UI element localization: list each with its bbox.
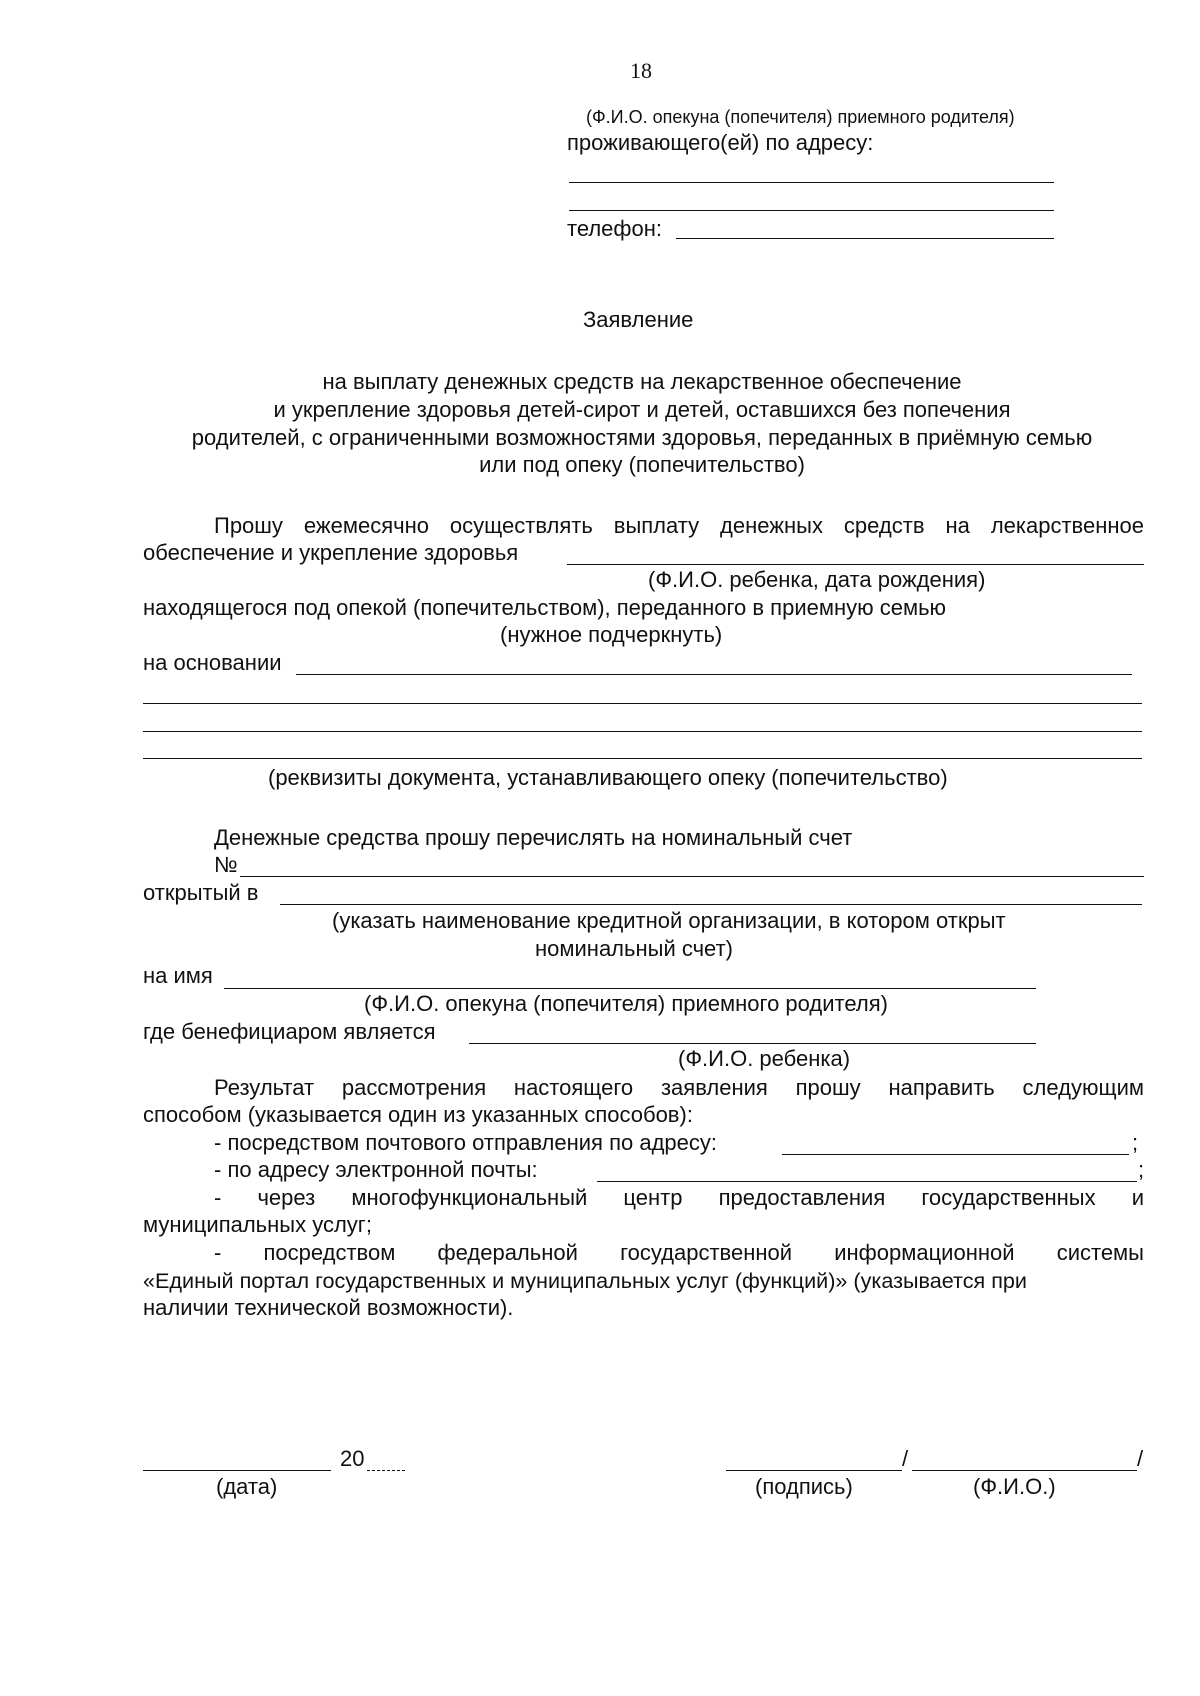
bank-caption-2: номинальный счет) bbox=[535, 936, 733, 961]
basis-caption: (реквизиты документа, устанавливающего опеку (попечительство) bbox=[268, 765, 948, 790]
result-line-2: способом (указывается один из указанных способов): bbox=[143, 1102, 693, 1127]
email-semicolon: ; bbox=[1138, 1157, 1145, 1182]
option-portal-3: наличии технической возможности). bbox=[143, 1295, 514, 1320]
beneficiary-caption: (Ф.И.О. ребенка) bbox=[678, 1046, 851, 1071]
guardian-caption: (Ф.И.О. опекуна (попечителя) приемного родителя) bbox=[586, 107, 1015, 127]
phone-line[interactable] bbox=[676, 238, 1054, 239]
basis-label: на основании bbox=[143, 650, 282, 675]
bank-name-line[interactable] bbox=[280, 904, 1142, 905]
email-line[interactable] bbox=[597, 1181, 1137, 1182]
signature-line[interactable] bbox=[726, 1470, 902, 1471]
account-number-line[interactable] bbox=[240, 876, 1144, 877]
year-line[interactable] bbox=[367, 1470, 405, 1471]
subtitle-line-2: и укрепление здоровья детей-сирот и детей, оставшихся без попечения bbox=[273, 397, 1011, 422]
basis-line-3[interactable] bbox=[143, 731, 1142, 732]
option-mail: - посредством почтового отправления по адресу: bbox=[214, 1130, 718, 1155]
basis-line-4[interactable] bbox=[143, 758, 1142, 759]
address-line-1[interactable] bbox=[569, 182, 1054, 183]
option-mfc-2: муниципальных услуг; bbox=[143, 1212, 372, 1237]
child-fio-line[interactable] bbox=[567, 564, 1144, 565]
child-caption: (Ф.И.О. ребенка, дата рождения) bbox=[648, 567, 986, 592]
mail-address-line[interactable] bbox=[782, 1154, 1129, 1155]
name-line[interactable] bbox=[224, 988, 1036, 989]
signature-slash-1: / bbox=[902, 1446, 909, 1471]
signature-slash-2: / bbox=[1137, 1446, 1144, 1471]
beneficiary-line[interactable] bbox=[469, 1043, 1036, 1044]
page-number: 18 bbox=[630, 58, 652, 83]
account-number-label: № bbox=[214, 852, 238, 877]
basis-line-2[interactable] bbox=[143, 703, 1142, 704]
year-prefix: 20 bbox=[340, 1446, 365, 1471]
address-label: проживающего(ей) по адресу: bbox=[567, 130, 874, 155]
request-line-3: находящегося под опекой (попечительством), переданного в приемную семью bbox=[143, 595, 947, 620]
subtitle-line-1: на выплату денежных средств на лекарственное обеспечение bbox=[322, 369, 962, 394]
beneficiary-label: где бенефициаром является bbox=[143, 1019, 436, 1044]
mail-semicolon: ; bbox=[1132, 1130, 1139, 1155]
name-label: на имя bbox=[143, 963, 213, 988]
underline-note: (нужное подчеркнуть) bbox=[500, 622, 723, 647]
option-mfc-1: - через многофункциональный центр предоставления государственных и bbox=[214, 1185, 1144, 1210]
option-email: - по адресу электронной почты: bbox=[214, 1157, 538, 1182]
signature-caption: (подпись) bbox=[755, 1474, 853, 1499]
name-caption: (Ф.И.О. опекуна (попечителя) приемного родителя) bbox=[364, 991, 888, 1016]
fio-caption: (Ф.И.О.) bbox=[973, 1474, 1056, 1499]
request-line-2: обеспечение и укрепление здоровья bbox=[143, 540, 519, 565]
option-portal-1: - посредством федеральной государственной информационной системы bbox=[214, 1240, 1144, 1265]
subtitle-line-3: родителей, с ограниченными возможностями здоровья, переданных в приёмную семью bbox=[191, 425, 1093, 450]
fio-line[interactable] bbox=[912, 1470, 1137, 1471]
account-line-1: Денежные средства прошу перечислять на номинальный счет bbox=[214, 825, 853, 850]
option-portal-2: «Единый портал государственных и муниципальных услуг (функций)» (указывается при bbox=[143, 1268, 1027, 1293]
opened-in-label: открытый в bbox=[143, 880, 259, 905]
address-line-2[interactable] bbox=[569, 210, 1054, 211]
date-line[interactable] bbox=[143, 1470, 331, 1471]
date-caption: (дата) bbox=[216, 1474, 278, 1499]
document-title: Заявление bbox=[583, 307, 694, 332]
result-line-1: Результат рассмотрения настоящего заявления прошу направить следующим bbox=[214, 1075, 1144, 1100]
bank-caption-1: (указать наименование кредитной организации, в котором открыт bbox=[332, 908, 1006, 933]
subtitle-line-4: или под опеку (попечительство) bbox=[479, 452, 805, 477]
phone-label: телефон: bbox=[567, 216, 663, 241]
basis-line-1[interactable] bbox=[296, 674, 1132, 675]
request-line-1: Прошу ежемесячно осуществлять выплату денежных средств на лекарственное bbox=[214, 513, 1144, 538]
